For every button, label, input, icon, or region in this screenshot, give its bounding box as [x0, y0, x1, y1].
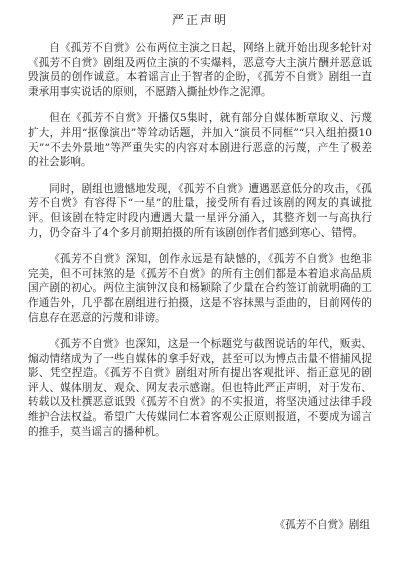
paragraph-2: 但在《孤芳不自赏》开播仅5集时，就有部分自媒体断章取义、污蔑扩大，并用“抠像演出”等耸动话题，并加入“演员不同框”“只入组拍摄10天”“不去外景地”等严重失实的内容对本剧进行恶意的污蔑，产生了极差的社会影响。 [28, 112, 372, 169]
paragraph-3: 同时，剧组也遗憾地发现，《孤芳不自赏》遭遇恶意低分的攻击，《孤芳不自赏》有容得下“一星”的肚量，接受所有看过该剧的网友的真诚批评。但该剧在特定时段内遭遇大量一星评分涌入，其整齐划一与高执行力，仍令奋斗了4个多月前期拍摄的所有该剧创作者们感到寒心、错愕。 [28, 182, 372, 239]
signature: 《孤芳不自赏》剧组 [274, 519, 370, 531]
paragraph-5: 《孤芳不自赏》也深知，这是一个标题党与截图说话的年代，贩卖、煽动情绪成为了一些自媒体的拿手好戏，甚至可以为博点击量不惜捕风捉影、凭空捏造。《孤芳不自赏》剧组对所有提出客观批评、指正意见的剧评人、媒体朋友、观众、网友表示感谢。但也特此严正声明，对于发布、转载以及杜撰恶意诋毁《孤芳不自赏》的不实报道，将坚决通过法律手段维护合法权益。希望广大传媒同仁本着客观公正原则报道，不要成为谣言的推手，莫当谣言的播种机。 [28, 338, 372, 438]
paragraph-1: 自《孤芳不自赏》公布两位主演之日起，网络上就开始出现多轮针对《孤芳不自赏》剧组及两位主演的不实爆料，恶意夸大主演片酬并恶意诋毁演员的创作诚意。本着谣言止于智者的企盼，《孤芳不自赏》剧组一直秉承用事实说话的原则，不愿踏入撕扯炒作之泥潭。 [28, 42, 372, 98]
paragraph-4: 《孤芳不自赏》深知，创作永远是有缺憾的，《孤芳不自赏》也绝非完美，但不可抹煞的是《孤芳不自赏》的所有主创们都是本着追求高品质国产剧的初心。两位主演钟汉良和杨颖除了少量在合约签订前就明确的工作通告外，几乎都在剧组进行拍摄，这是不容抹黑与歪曲的，目前网传的信息存在恶意的污蔑和诽谤。 [28, 253, 372, 324]
statement-title: 严正声明 [171, 13, 228, 27]
